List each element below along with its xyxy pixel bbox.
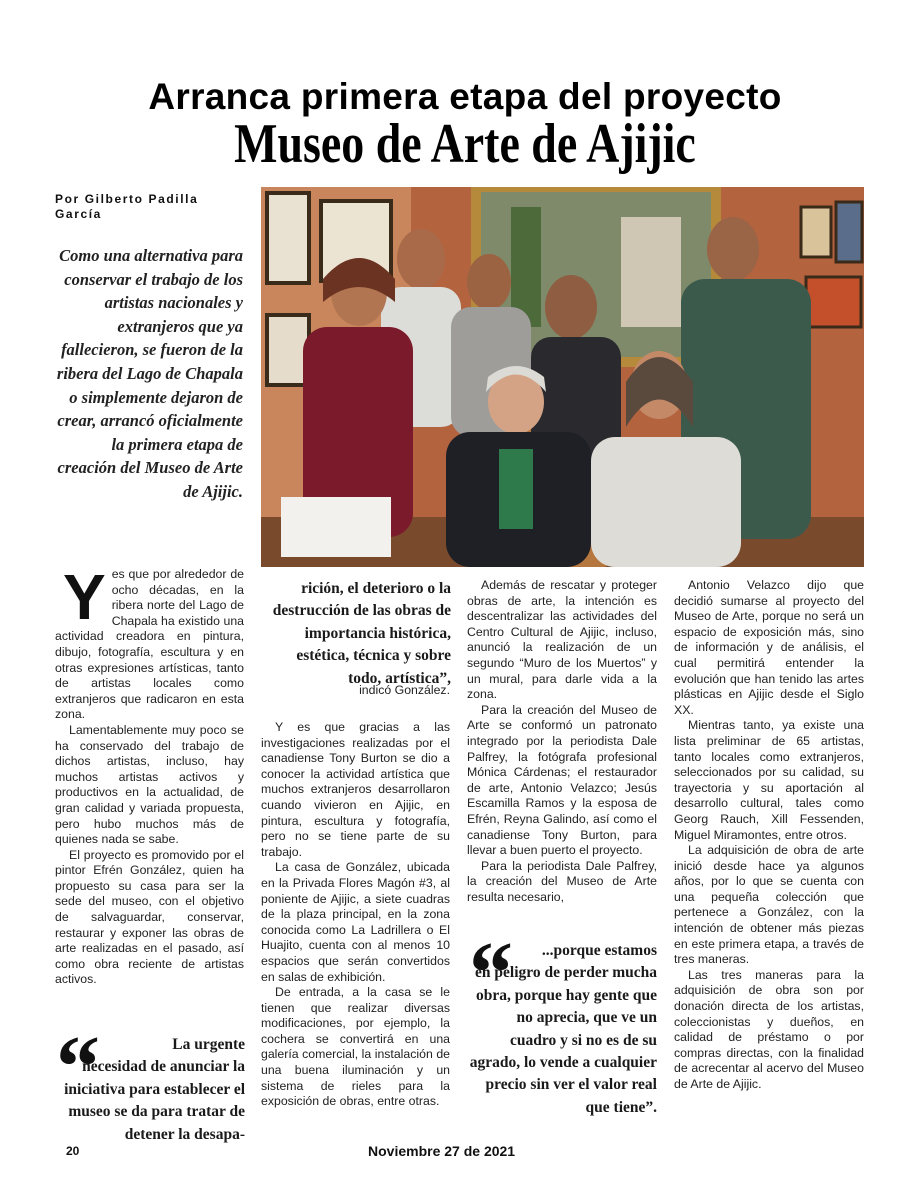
page-number: 20 (66, 1144, 80, 1158)
paragraph-10: Antonio Velazco dijo que decidió sumarse al proyecto del Museo de Arte, porque no será un espacio de exposición más, sino de información y de análisis, el cual permitirá entender la evolución que han tenido las artes plásticas en Ajijic desde el Siglo XX. (674, 578, 864, 717)
paragraph-1-text: es que por alrededor de ocho décadas, en la ribera norte del Lago de Chapala ha existido una actividad creadora en pintura, dibujo, fotografía, escultura y en otras expresiones artísticas, tanto de artistas locales como extranjeros que radicaron en esta zona. (55, 567, 244, 722)
quote-mark-icon: “ (469, 925, 513, 1022)
paragraph-4: Y es que gracias a las investigaciones realizadas por el canadiense Tony Burton se dio a conocer la actividad artística que muchos extranjeros desarrollaron cuando vivieron en Ajijic, en pintura, escultura y fotografía, pero no se tiene parte de su trabajo. (261, 720, 450, 859)
paragraph-12: La adquisición de obra de arte inició desde hace ya algunos años, por lo que se cuenta con una pequeña colección que pertenece a González, con la intención de obtener más piezas en este primera etapa, a través de tres maneras. (674, 843, 864, 967)
paragraph-13: Las tres maneras para la adquisición de obra son por donación directa de los artistas, coleccionistas y dueños, en calidad de préstamo o por compras directas, con la finalidad de acrecentar al acervo del Museo de Arte de Ajijic. (674, 967, 864, 1091)
paragraph-2: Lamentablemente muy poco se ha conservado del trabajo de dichos artistas, incluso, hay muchos artistas activos y productivos en la actualidad, de gran calidad y variada propuesta, pero hubo muchos más de quienes nada se sabe. (55, 722, 244, 847)
paragraph-3: El proyecto es promovido por el pintor Efrén González, quien ha propuesto su casa para ser la sede del museo, con el objetivo de salvaguardar, conservar, restaurar y exponer las obras de arte realizadas en el pasado, así como obra reciente de artistas activos. (55, 847, 244, 987)
column-2 (261, 720, 450, 1110)
column-4 (674, 578, 864, 1093)
lede: Como una alternativa para conservar el trabajo de los artistas nacionales y extranjeros que ya fallecieron, se fueron de la ribera del Lago de Chapala o simplemente dejaron de crear, arrancó oficialmente la primera etapa de creación del Museo de Arte de Ajijic. (56, 246, 243, 501)
group-photo (261, 187, 864, 567)
paragraph-11: Mientras tanto, ya existe una lista preliminar de 65 artistas, tanto locales como extranjeros, seleccionados por su calidad, su trayectoria y su aportación al desarrollo cultural, tales como Georg Rauch, Xill Fessenden, Miguel Miramontes, entre otros. (674, 718, 864, 842)
byline: Por Gilberto Padilla García (55, 192, 199, 221)
headline-line-1: Arranca primera etapa del proyecto (148, 76, 782, 117)
group-photo-illustration (261, 187, 864, 567)
pull-quote-1-continued: rición, el deterioro o la destrucción de las obras de importancia histórica, estética, técnica y sobre todo, artística”, (272, 580, 451, 687)
column-1 (55, 561, 244, 988)
pull-quote-2: ...porque estamos en peligro de perder mucha obra, porque hay gente que no aprecia, que ve un cuadro y si no es de su agrado, lo vende a cualquier precio sin ver el valor real que tiene”. (469, 942, 657, 1116)
quote-attribution: indicó González. (359, 683, 450, 697)
paragraph-7: Además de rescatar y proteger obras de arte, la intención es descentralizar las actividades del Centro Cultural de Ajijic, incluso, anunció la realización de un segundo “Muro de los Muertos” y un mural, para darle vida a la zona. (467, 578, 657, 702)
column-3 (467, 578, 657, 905)
headline-line-2: Museo de Arte de Ajijic (234, 113, 696, 175)
pull-quote-1: La urgente necesidad de anunciar la iniciativa para establecer el museo se da para tratar de detener la desapa- (64, 1036, 245, 1143)
paragraph-5: La casa de González, ubicada en la Privada Flores Magón #3, al poniente de Ajijic, a siete cuadras de la plaza principal, en la zona conocida como La Ladrillera o El Huajito, cuenta con al menos 10 espacios que serán convertidos en salas de exhibición. (261, 860, 450, 984)
paragraph-9: Para la periodista Dale Palfrey, la creación del Museo de Arte resulta necesario, (467, 858, 657, 904)
paragraph-6: De entrada, a la casa se le tienen que realizar diversas modificaciones, por ejemplo, la cochera se convertirá en una galería comercial, la instalación de una buena iluminación y un sistema de rieles para la exposición de obras, entre otras. (261, 985, 450, 1109)
issue-date: Noviembre 27 de 2021 (368, 1143, 516, 1159)
drop-cap: Y (63, 561, 106, 633)
quote-mark-icon: “ (56, 1019, 100, 1116)
paragraph-1 (55, 561, 244, 723)
paragraph-8: Para la creación del Museo de Arte se conformó un patronato integrado por la periodista Dale Palfrey, la fotógrafa profesional Mónica Cárdenas; el restaurador de arte, Antonio Velazco; Jesús Escamilla Ramos y la esposa de Efrén, Reyna Galindo, así como el canadiense Tony Burton, para llevar a buen puerto el proyecto. (467, 702, 657, 858)
